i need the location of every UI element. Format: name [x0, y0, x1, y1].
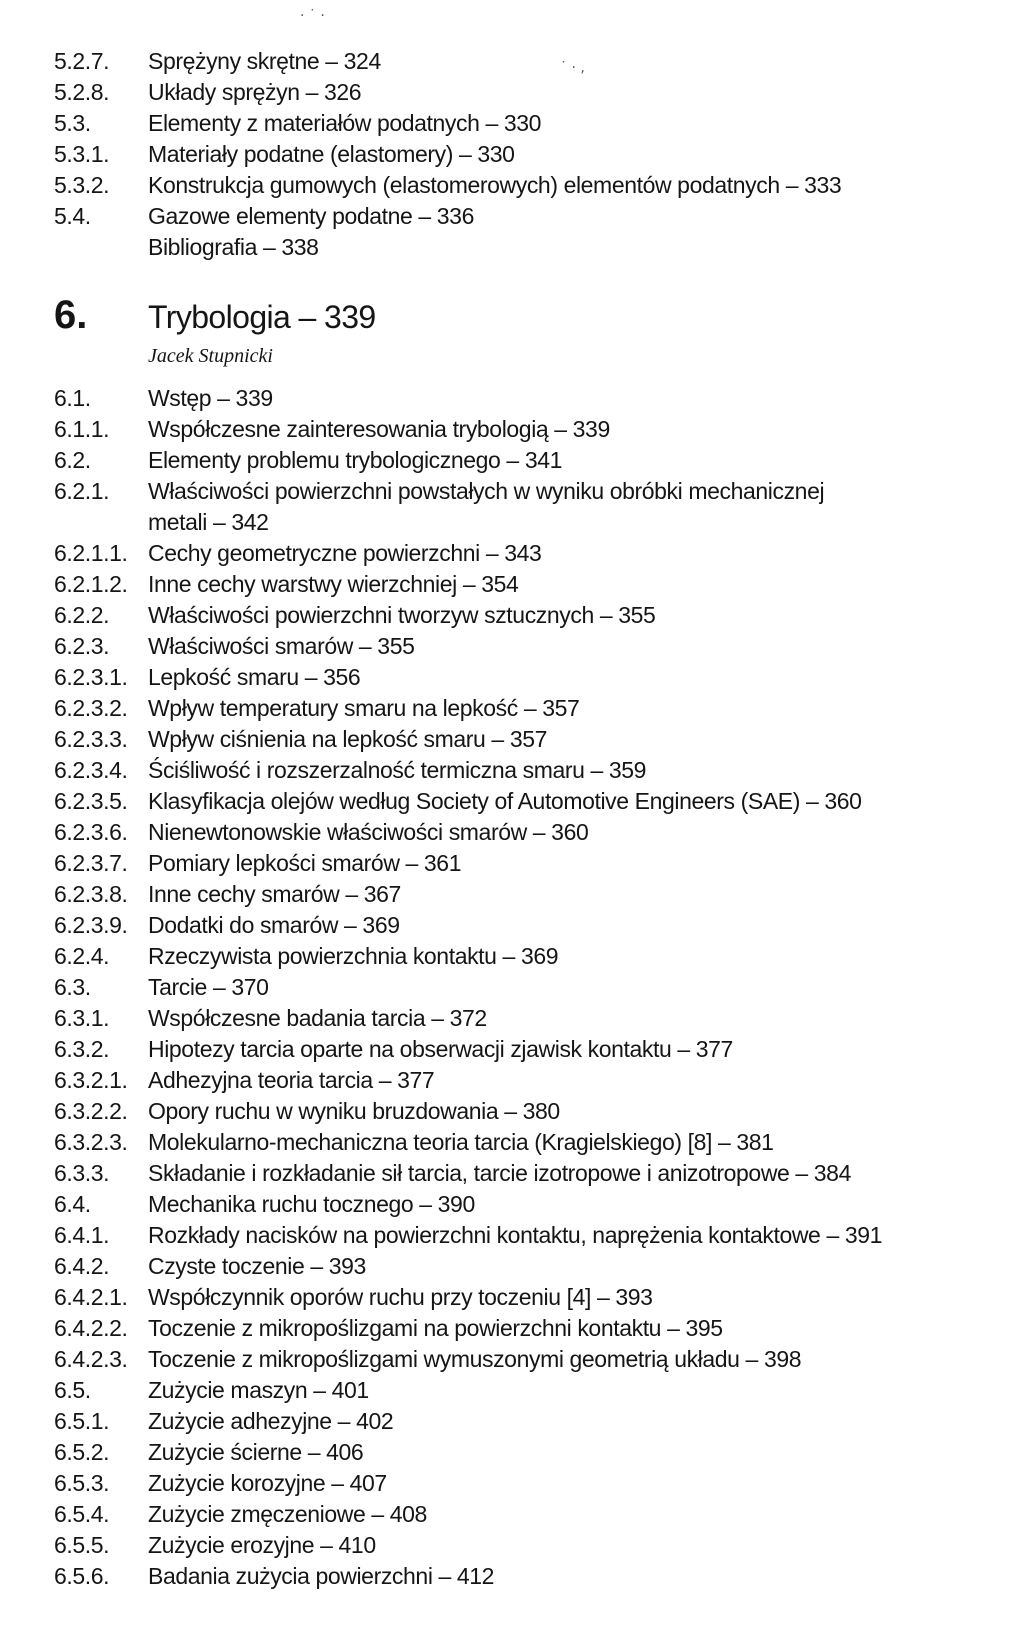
toc-entry — [54, 77, 984, 108]
toc-entry-title: Dodatki do smarów – 369 — [148, 912, 400, 938]
toc-entry — [54, 1561, 984, 1592]
toc-entry-number: 6.5.4. — [54, 1501, 110, 1527]
toc-entry-title: Nienewtonowskie właściwości smarów – 360 — [148, 819, 589, 845]
toc-entry-number: 6.2. — [54, 447, 91, 473]
toc-entry-title: Badania zużycia powierzchni – 412 — [148, 1563, 495, 1589]
toc-entry — [54, 1344, 984, 1375]
toc-entry — [54, 1127, 984, 1158]
toc-entry-number: 6.1. — [54, 385, 91, 411]
toc-entry-title: Właściwości powierzchni powstałych w wyniku obróbki mechanicznej metali – 342 — [148, 478, 825, 535]
toc-entry-number: 6.5.5. — [54, 1532, 110, 1558]
toc-entry-number: 6.4.2. — [54, 1253, 110, 1279]
toc-entry-title: Współczynnik oporów ruchu przy toczeniu [4] – 393 — [148, 1284, 653, 1310]
toc-entry — [54, 817, 984, 848]
toc-entry — [54, 476, 984, 538]
toc-entry — [54, 662, 984, 693]
toc-entry-number: 6.1.1. — [54, 416, 110, 442]
toc-entry — [54, 569, 984, 600]
toc-entry-number: 6.3.2.2. — [54, 1098, 128, 1124]
toc-entry — [54, 445, 984, 476]
toc-entry — [54, 1530, 984, 1561]
toc-entry-number: 5.4. — [54, 203, 91, 229]
toc-entry-title: Elementy z materiałów podatnych – 330 — [148, 110, 542, 136]
toc-entry-title: Molekularno-mechaniczna teoria tarcia (Kragielskiego) [8] – 381 — [148, 1129, 774, 1155]
toc-entry-title: Toczenie z mikropoślizgami wymuszonymi geometrią układu – 398 — [148, 1346, 802, 1372]
toc-entry-number: 6.2.2. — [54, 602, 110, 628]
toc-entry — [54, 46, 984, 77]
toc-entry — [54, 972, 984, 1003]
chapter-author: Jacek Stupnicki — [148, 345, 273, 367]
toc-entry-title: Zużycie erozyjne – 410 — [148, 1532, 376, 1558]
toc-entry-number: 6.5.6. — [54, 1563, 110, 1589]
chapter-heading — [54, 293, 984, 339]
toc-entry — [54, 1375, 984, 1406]
toc-entry — [54, 170, 984, 201]
toc-entry-number: 6.4.2.2. — [54, 1315, 128, 1341]
toc-entry — [54, 693, 984, 724]
toc-entry-number: 6.3.2. — [54, 1036, 110, 1062]
toc-entry-number: 6.5.3. — [54, 1470, 110, 1496]
toc-entry-title: Zużycie ścierne – 406 — [148, 1439, 364, 1465]
scan-speck: ˙ · , — [560, 60, 585, 76]
toc-entry — [54, 724, 984, 755]
toc-section-6-list — [54, 383, 984, 1592]
toc-entry-number: 6.2.3. — [54, 633, 110, 659]
toc-entry — [54, 600, 984, 631]
toc-entry-number: 6.5. — [54, 1377, 91, 1403]
toc-entry-number: 5.3. — [54, 110, 91, 136]
toc-entry-title: Gazowe elementy podatne – 336 — [148, 203, 474, 229]
toc-entry — [54, 139, 984, 170]
toc-entry — [54, 232, 984, 263]
toc-entry-title: Właściwości smarów – 355 — [148, 633, 415, 659]
toc-entry-title: Materiały podatne (elastomery) – 330 — [148, 141, 515, 167]
toc-entry-title: Tarcie – 370 — [148, 974, 269, 1000]
toc-entry-number: 6.2.3.8. — [54, 881, 128, 907]
toc-entry-number: 6.3.2.3. — [54, 1129, 128, 1155]
toc-entry-title: Współczesne zainteresowania trybologią – 339 — [148, 416, 610, 442]
toc-entry-number: 6.2.4. — [54, 943, 110, 969]
toc-entry — [54, 848, 984, 879]
toc-entry-number: 6.2.3.4. — [54, 757, 128, 783]
toc-entry-number: 5.3.1. — [54, 141, 110, 167]
toc-entry-title: Zużycie maszyn – 401 — [148, 1377, 369, 1403]
toc-entry-title: Zużycie adhezyjne – 402 — [148, 1408, 394, 1434]
toc-entry-number: 6.2.3.9. — [54, 912, 128, 938]
toc-entry — [54, 201, 984, 232]
toc-entry-title: Opory ruchu w wyniku bruzdowania – 380 — [148, 1098, 560, 1124]
toc-entry-number: 5.2.8. — [54, 79, 110, 105]
toc-entry-number: 6.2.3.1. — [54, 664, 128, 690]
toc-entry-title: Składanie i rozkładanie sił tarcia, tarcie izotropowe i anizotropowe – 384 — [148, 1160, 851, 1186]
toc-entry-title: Bibliografia – 338 — [148, 234, 319, 260]
toc-entry — [54, 941, 984, 972]
toc-entry-title: Pomiary lepkości smarów – 361 — [148, 850, 462, 876]
toc-entry-title: Rozkłady nacisków na powierzchni kontaktu, naprężenia kontaktowe – 391 — [148, 1222, 882, 1248]
toc-entry-number: 6.2.3.5. — [54, 788, 128, 814]
toc-entry — [54, 1096, 984, 1127]
toc-entry-title: Mechanika ruchu tocznego – 390 — [148, 1191, 475, 1217]
toc-entry-title: Układy sprężyn – 326 — [148, 79, 362, 105]
toc-entry-title: Ściśliwość i rozszerzalność termiczna smaru – 359 — [148, 757, 647, 783]
toc-entry — [54, 1158, 984, 1189]
toc-entry-number: 6.3.2.1. — [54, 1067, 128, 1093]
toc-entry — [54, 786, 984, 817]
toc-entry — [54, 1313, 984, 1344]
toc-entry-number: 6.2.1. — [54, 478, 110, 504]
toc-entry-number: 6.2.3.2. — [54, 695, 128, 721]
toc-entry-number: 6.2.3.7. — [54, 850, 128, 876]
toc-entry-number: 6.3.3. — [54, 1160, 110, 1186]
toc-entry-title: Rzeczywista powierzchnia kontaktu – 369 — [148, 943, 559, 969]
toc-entry-number: 6.4.2.3. — [54, 1346, 128, 1372]
toc-entry-title: Inne cechy warstwy wierzchniej – 354 — [148, 571, 519, 597]
toc-entry-number: 6.4. — [54, 1191, 91, 1217]
toc-entry — [54, 538, 984, 569]
toc-entry-number: 6.4.2.1. — [54, 1284, 128, 1310]
toc-entry-number: 6.2.3.6. — [54, 819, 128, 845]
toc-entry-number: 6.3.1. — [54, 1005, 110, 1031]
toc-entry — [54, 1065, 984, 1096]
chapter-title: Trybologia – 339 — [148, 299, 376, 335]
toc-entry-title: Wpływ temperatury smaru na lepkość – 357 — [148, 695, 580, 721]
toc-entry — [54, 879, 984, 910]
toc-entry-title: Wpływ ciśnienia na lepkość smaru – 357 — [148, 726, 547, 752]
toc-entry-number: 6.2.1.1. — [54, 540, 128, 566]
toc-entry — [54, 1468, 984, 1499]
toc-entry-title: Konstrukcja gumowych (elastomerowych) elementów podatnych – 333 — [148, 172, 842, 198]
toc-entry — [54, 1003, 984, 1034]
toc-entry-number: 6.4.1. — [54, 1222, 110, 1248]
toc-entry — [54, 1499, 984, 1530]
toc-entry-title: Czyste toczenie – 393 — [148, 1253, 366, 1279]
table-of-contents — [54, 46, 984, 1592]
scan-speck: · ˙ · — [300, 8, 325, 24]
toc-entry-title: Zużycie zmęczeniowe – 408 — [148, 1501, 427, 1527]
toc-entry — [54, 1220, 984, 1251]
toc-entry-title: Właściwości powierzchni tworzyw sztucznych – 355 — [148, 602, 656, 628]
toc-entry-title: Elementy problemu trybologicznego – 341 — [148, 447, 562, 473]
toc-entry-title: Zużycie korozyjne – 407 — [148, 1470, 387, 1496]
toc-entry-title: Adhezyjna teoria tarcia – 377 — [148, 1067, 435, 1093]
toc-entry-title: Cechy geometryczne powierzchni – 343 — [148, 540, 542, 566]
toc-entry-title: Sprężyny skrętne – 324 — [148, 48, 381, 74]
toc-entry — [54, 414, 984, 445]
toc-entry-number: 6.2.3.3. — [54, 726, 128, 752]
toc-entry-title: Hipotezy tarcia oparte na obserwacji zjawisk kontaktu – 377 — [148, 1036, 733, 1062]
toc-entry-title: Lepkość smaru – 356 — [148, 664, 361, 690]
toc-entry-title: Współczesne badania tarcia – 372 — [148, 1005, 487, 1031]
toc-entry — [54, 910, 984, 941]
toc-entry — [54, 1034, 984, 1065]
toc-entry-title: Klasyfikacja olejów według Society of Automotive Engineers (SAE) – 360 — [148, 788, 862, 814]
toc-entry — [54, 1251, 984, 1282]
toc-entry-number: 5.3.2. — [54, 172, 110, 198]
toc-entry-title: Inne cechy smarów – 367 — [148, 881, 401, 907]
chapter-number: 6. — [54, 293, 88, 337]
toc-entry — [54, 108, 984, 139]
toc-entry-number: 6.5.1. — [54, 1408, 110, 1434]
toc-entry-number: 6.5.2. — [54, 1439, 110, 1465]
toc-entry — [54, 631, 984, 662]
toc-entry-title: Wstęp – 339 — [148, 385, 273, 411]
toc-entry — [54, 1282, 984, 1313]
toc-entry — [54, 755, 984, 786]
toc-entry — [54, 1406, 984, 1437]
toc-entry — [54, 1189, 984, 1220]
toc-entry-number: 5.2.7. — [54, 48, 110, 74]
toc-entry — [54, 1437, 984, 1468]
toc-entry — [54, 383, 984, 414]
toc-entry-number: 6.3. — [54, 974, 91, 1000]
toc-entry-title: Toczenie z mikropoślizgami na powierzchni kontaktu – 395 — [148, 1315, 723, 1341]
toc-section-5-list — [54, 46, 984, 263]
toc-entry-number: 6.2.1.2. — [54, 571, 128, 597]
